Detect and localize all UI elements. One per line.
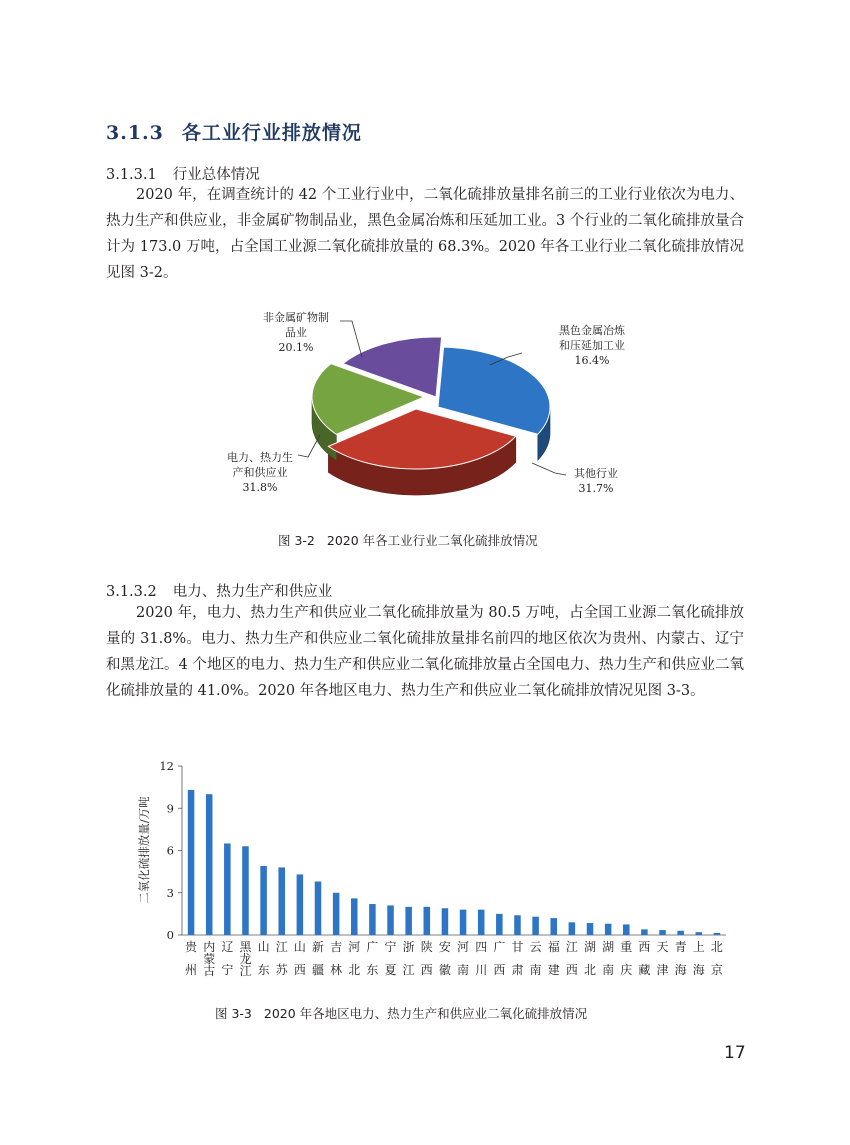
pie-label-pct: 16.4% [574,354,610,367]
pie-label-power [218,450,302,495]
bar-chart [120,756,740,986]
bar [442,908,449,935]
x-tick-label: 安徽 [438,940,451,977]
bar [641,929,648,935]
pie-label-line: 其他行业 [574,467,618,480]
figure-caption-3-3 [215,1004,587,1022]
figure-title: 2020 年各地区电力、热力生产和供应业二氧化硫排放情况 [263,1006,588,1021]
bar [424,907,431,935]
x-tick-label: 广东 [366,940,379,977]
pie-label-pct: 31.7% [578,482,614,495]
paragraph-1: 2020 年，在调查统计的 42 个工业行业中，二氧化硫排放量排名前三的工业行业依次为电力、热力生产和供应业，非金属矿物制品业，黑色金属冶炼和压延加工业。3 个行业的二氧化硫排放量合计为 173.0 万吨，占全国工业源二氧化硫排放量的 68.3%。2020 年各工业行业二氧化硫排放情况见图 3-2。 [106,187,744,281]
page-number: 17 [724,1043,746,1063]
y-tick-label: 12 [159,759,174,773]
x-tick-label: 浙江 [402,940,415,977]
bar-chart-y-labels [159,759,174,942]
bar-chart-y-axis-title: 二氧化硫排放量/万吨 [137,796,151,904]
subsection-title: 电力、热力生产和供应业 [172,584,333,600]
bar [315,881,322,935]
x-tick-label: 天津 [656,940,669,977]
figure-number: 图 3-2 [278,533,315,548]
bar [460,910,467,935]
bar [605,924,612,935]
figure-title: 2020 年各工业行业二氧化硫排放情况 [326,533,538,548]
bar [387,905,394,935]
subsection-number: 3.1.3.2 [106,584,157,600]
bar [405,907,412,935]
bar-chart-bars [188,790,720,935]
pie-label-line: 产和供应业 [232,466,288,479]
y-tick-label: 3 [166,885,174,900]
paragraph-2: 2020 年，电力、热力生产和供应业二氧化硫排放量为 80.5 万吨，占全国工业源二氧化硫排放量的 31.8%。电力、热力生产和供应业二氧化硫排放量排名前四的地区依次为贵州、内蒙古、辽宁和黑龙江。4 个地区的电力、热力生产和供应业二氧化硫排放量占全国电力、热力生产和供应业二氧化硫排放量的 41.0%。2020 年各地区电力、热力生产和供应业二氧化硫排放情况见图 3-3。 [106,605,744,699]
bar [478,910,485,935]
subsection-number: 3.1.3.1 [106,167,157,183]
y-tick-label: 0 [166,928,174,942]
x-tick-label: 云南 [529,940,542,977]
subsection-heading-1 [106,163,260,184]
x-tick-label: 湖北 [583,940,597,977]
bar-chart-x-labels [185,939,723,978]
x-tick-label: 甘肃 [511,940,524,977]
bar [369,904,376,935]
x-tick-label: 贵州 [185,940,198,977]
bar [188,790,195,935]
pie-label-ferrous [540,323,644,368]
y-tick-label: 6 [166,843,174,858]
x-tick-label: 新疆 [311,940,325,977]
x-tick-label: 陕西 [420,940,433,977]
bar [514,915,521,935]
bar [587,923,594,935]
section-number: 3.1.3 [106,122,164,144]
x-tick-label: 黑龙江 [239,940,252,978]
pie-label-pct: 20.1% [278,341,314,354]
bar [714,933,721,935]
pie-label-line: 品业 [285,326,307,339]
bar [659,930,666,935]
bar [278,867,285,935]
pie-label-line: 非金属矿物制 [263,311,329,324]
pie-label-line: 黑色金属冶炼 [559,324,625,337]
pie-slices [312,337,550,495]
x-tick-label: 北京 [710,940,723,977]
x-tick-label: 四川 [475,940,488,977]
x-tick-label: 河南 [457,940,470,977]
bar [224,843,231,935]
x-tick-label: 辽宁 [221,940,234,977]
bar [260,866,267,935]
bar [333,893,340,935]
x-tick-label: 上海 [692,940,705,977]
x-tick-label: 江西 [565,940,578,977]
bar [496,914,503,935]
x-tick-label: 山东 [257,940,270,977]
pie-label-pct: 31.8% [242,481,278,494]
bar [623,924,630,935]
pie-label-line: 和压延加工业 [559,339,625,352]
x-tick-label: 内蒙古 [203,940,216,978]
bar [696,932,703,935]
figure-number: 图 3-3 [215,1006,252,1021]
subsection-heading-2 [106,580,332,601]
bar [550,918,557,935]
pie-label-other [566,466,626,496]
x-tick-label: 江苏 [275,940,288,977]
bar [242,846,249,935]
x-tick-label: 青海 [674,940,687,977]
pie-label-nonmetal [248,310,344,355]
pie-label-line: 电力、热力生 [227,451,293,464]
bar [532,917,539,935]
bar [677,931,684,935]
section-heading [106,118,362,145]
bar [351,898,358,935]
bar [297,874,304,935]
figure-caption-3-2 [278,531,538,549]
x-tick-label: 西藏 [638,940,651,977]
x-tick-label: 山西 [293,940,306,977]
x-tick-label: 河北 [348,940,361,977]
x-tick-label: 重庆 [620,940,633,977]
bar-chart-axes [178,766,726,935]
bar [206,794,213,935]
y-tick-label: 9 [166,801,174,816]
x-tick-label: 吉林 [330,940,343,977]
section-title: 各工业行业排放情况 [181,122,362,144]
x-tick-label: 广西 [493,940,506,977]
x-tick-label: 宁夏 [384,940,397,977]
bar [569,922,576,935]
subsection-title: 行业总体情况 [172,167,260,183]
x-tick-label: 湖南 [602,940,615,977]
x-tick-label: 福建 [547,940,560,977]
